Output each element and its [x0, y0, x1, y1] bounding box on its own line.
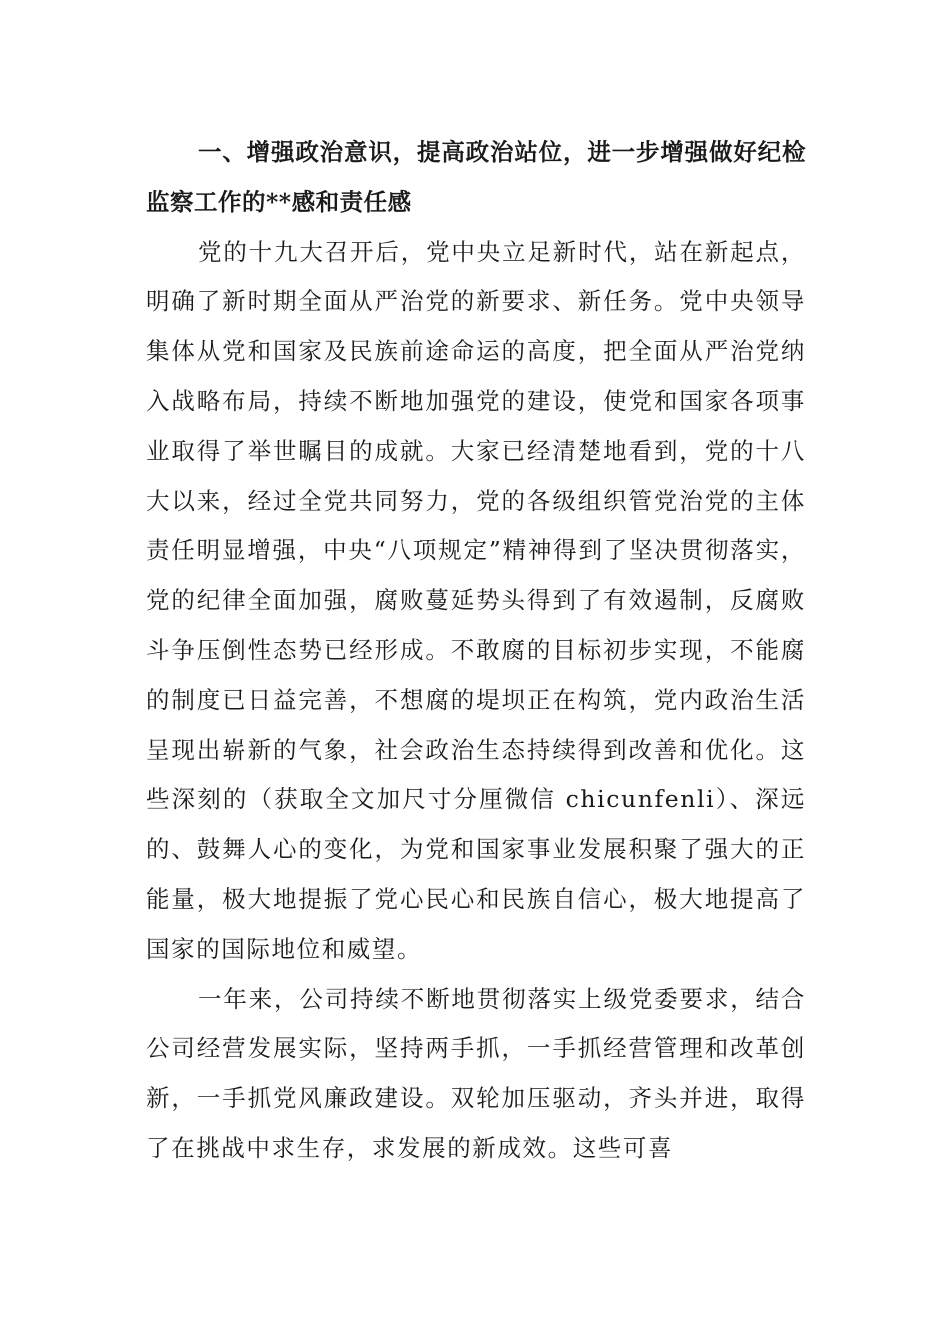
section-heading: 一、增强政治意识，提高政治站位，进一步增强做好纪检监察工作的**感和责任感 — [146, 138, 806, 216]
paragraph-2: 一年来，公司持续不断地贯彻落实上级党委要求，结合公司经营发展实际，坚持两手抓，一手抓经营管理和改革创新，一手抓党风廉政建设。双轮加压驱动，齐头并进，取得了在挑战中求生存，求发展的新成效。这些可喜 — [146, 984, 806, 1162]
document-body — [146, 128, 806, 1174]
paragraph-1: 党的十九大召开后，党中央立足新时代，站在新起点，明确了新时期全面从严治党的新要求、新任务。党中央领导集体从党和国家及民族前途命运的高度，把全面从严治党纳入战略布局，持续不断地加强党的建设，使党和国家各项事业取得了举世瞩目的成就。大家已经清楚地看到，党的十八大以来，经过全党共同努力，党的各级组织管党治党的主体责任明显增强，中央“八项规定”精神得到了坚决贯彻落实，党的纪律全面加强，腐败蔓延势头得到了有效遏制，反腐败斗争压倒性态势已经形成。不敢腐的目标初步实现，不能腐的制度已日益完善，不想腐的堤坝正在构筑，党内政治生活呈现出崭新的气象，社会政治生态持续得到改善和优化。这些深刻的（获取全文加尺寸分厘微信 chicunfenli）、深远的、鼓舞人心的变化，为党和国家事业发展积聚了强大的正能量，极大地提振了党心民心和民族自信心，极大地提高了国家的国际地位和威望。 — [146, 237, 806, 963]
